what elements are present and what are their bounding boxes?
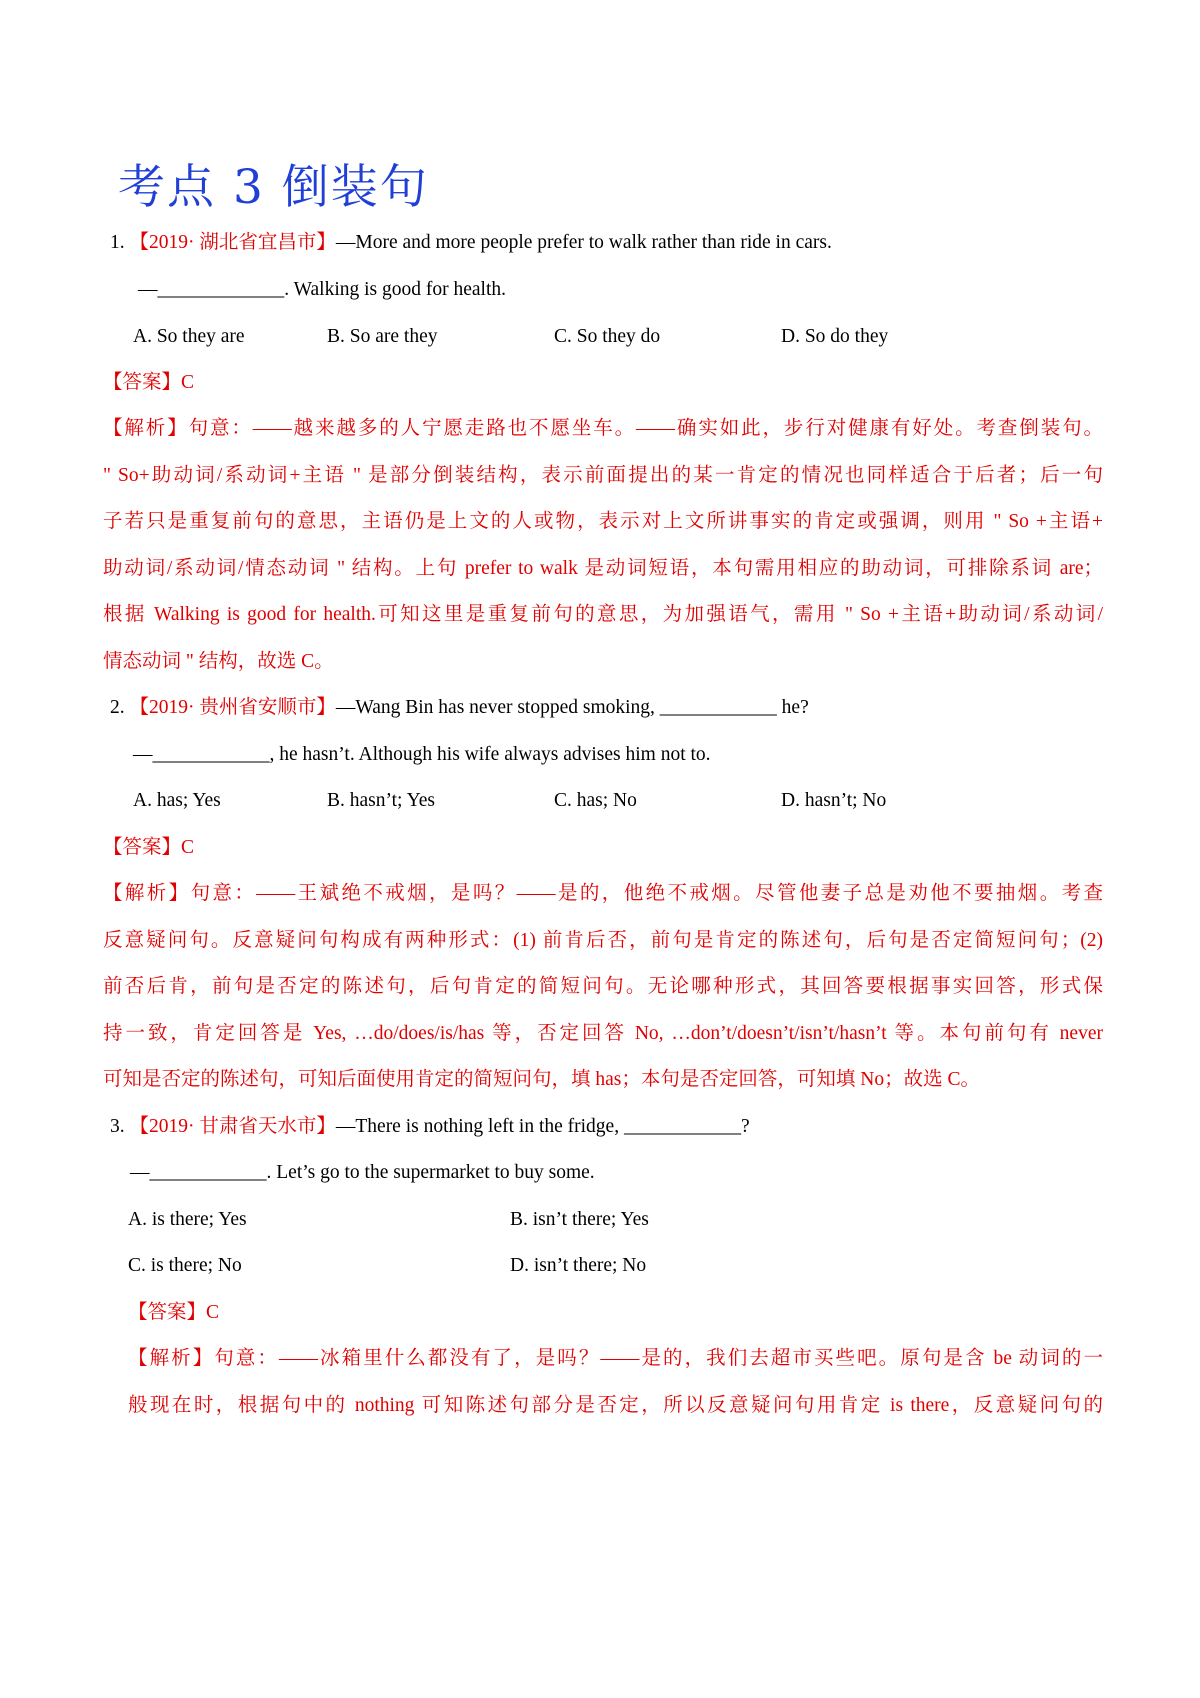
question-3-stem	[110, 1115, 750, 1139]
analysis-line: 前否后肯，前句是否定的陈述句，后句肯定的简短问句。无论哪种形式，其回答要根据事实回答，形式保	[103, 976, 1103, 997]
question-3-response: —____________. Let’s go to the supermarket to buy some.	[130, 1162, 595, 1183]
analysis-line: 持一致，肯定回答是 Yes, …do/does/is/has 等，否定回答 No, …don’t/doesn’t/isn’t/hasn’t 等。本句前句有 never	[103, 1023, 1103, 1044]
option-a: A. So they are	[133, 326, 245, 347]
option-c: C. is there; No	[128, 1255, 242, 1276]
section-title: 考点 3 倒装句	[118, 160, 429, 215]
answer: 【答案】C	[103, 837, 195, 858]
analysis-line: 【解析】句意：——越来越多的人宁愿走路也不愿坐车。——确实如此，步行对健康有好处。考查倒装句。	[103, 418, 1103, 439]
question-text: —There is nothing left in the fridge, ____________?	[335, 1116, 750, 1137]
option-d: D. isn’t there; No	[510, 1255, 647, 1276]
question-1-stem	[110, 231, 832, 255]
question-1-response: —_____________. Walking is good for health.	[138, 279, 506, 300]
answer: 【答案】C	[128, 1302, 220, 1323]
question-source: 【2019· 贵州省安顺市】	[129, 697, 336, 718]
analysis-line: 助动词/系动词/情态动词 " 结构。上句 prefer to walk 是动词短语，本句需用相应的助动词，可排除系词 are；	[103, 558, 1103, 579]
option-a: A. has; Yes	[133, 790, 221, 811]
analysis-line: 根据 Walking is good for health.可知这里是重复前句的意思，为加强语气，需用 " So +主语+助动词/系动词/	[103, 604, 1103, 625]
analysis-line: 情态动词 " 结构，故选 C。	[103, 651, 334, 672]
option-d: D. hasn’t; No	[781, 790, 887, 811]
question-number: 2.	[110, 697, 125, 718]
analysis-line: 子若只是重复前句的意思，主语仍是上文的人或物，表示对上文所讲事实的肯定或强调，则用 " So +主语+	[103, 511, 1103, 532]
analysis-line: " So+助动词/系动词+主语 " 是部分倒装结构，表示前面提出的某一肯定的情况也同样适合于后者；后一句	[103, 465, 1103, 486]
question-text: —Wang Bin has never stopped smoking, ____________ he?	[335, 697, 809, 718]
analysis-line: 【解析】句意：——冰箱里什么都没有了，是吗？——是的，我们去超市买些吧。原句是含 be 动词的一	[128, 1348, 1103, 1369]
question-number: 1.	[110, 232, 125, 253]
question-2-response: —____________, he hasn’t. Although his wife always advises him not to.	[133, 744, 711, 765]
question-source: 【2019· 甘肃省天水市】	[129, 1116, 336, 1137]
option-b: B. isn’t there; Yes	[510, 1209, 649, 1230]
question-number: 3.	[110, 1116, 125, 1137]
answer: 【答案】C	[103, 372, 195, 393]
option-c: C. has; No	[554, 790, 637, 811]
question-source: 【2019· 湖北省宜昌市】	[129, 232, 336, 253]
question-text: —More and more people prefer to walk rather than ride in cars.	[335, 232, 832, 253]
question-2-stem	[110, 696, 809, 720]
option-c: C. So they do	[554, 326, 661, 347]
option-d: D. So do they	[781, 326, 889, 347]
analysis-line: 【解析】句意：——王斌绝不戒烟，是吗？——是的，他绝不戒烟。尽管他妻子总是劝他不要抽烟。考查	[103, 883, 1103, 904]
analysis-line: 反意疑问句。反意疑问句构成有两种形式：(1) 前肯后否，前句是肯定的陈述句，后句是否定简短问句；(2)	[103, 930, 1103, 951]
analysis-line: 可知是否定的陈述句，可知后面使用肯定的简短问句，填 has；本句是否定回答，可知填 No；故选 C。	[103, 1069, 980, 1090]
analysis-line: 般现在时，根据句中的 nothing 可知陈述句部分是否定，所以反意疑问句用肯定 is there，反意疑问句的	[128, 1395, 1103, 1416]
option-b: B. So are they	[327, 326, 438, 347]
option-b: B. hasn’t; Yes	[327, 790, 436, 811]
option-a: A. is there; Yes	[128, 1209, 247, 1230]
